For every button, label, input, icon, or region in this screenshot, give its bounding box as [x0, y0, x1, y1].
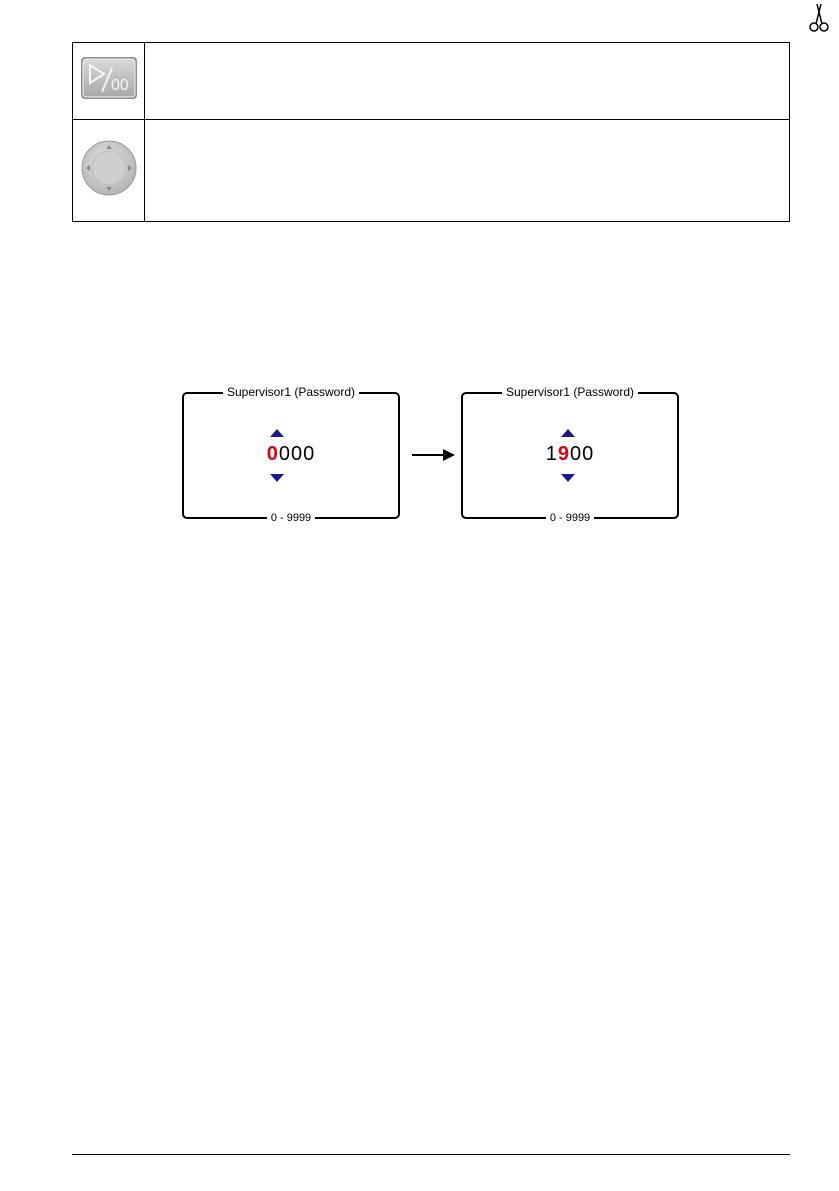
value-range: 0 - 9999 [267, 512, 315, 524]
decrement-arrow-icon [561, 474, 575, 482]
screen-title: Supervisor1 (Password) [502, 385, 638, 399]
password-digit: 0 [582, 443, 595, 465]
directional-pad-icon[interactable] [80, 139, 138, 202]
password-screen-after [461, 385, 679, 524]
key-description-table [72, 42, 790, 222]
key-row [73, 43, 790, 120]
key-description-cell [145, 43, 790, 120]
increment-arrow-icon [270, 429, 284, 437]
decrement-arrow-icon [270, 474, 284, 482]
right-arrow-icon [411, 449, 455, 461]
password-digit: 0 [266, 443, 279, 465]
increment-arrow-icon [561, 429, 575, 437]
key-row [73, 119, 790, 221]
password-digit: 0 [278, 443, 291, 465]
footer-rule [72, 1154, 790, 1155]
password-digit: 1 [545, 443, 558, 465]
key-description-cell [145, 119, 790, 221]
password-digit: 0 [303, 443, 316, 465]
svg-text:00: 00 [110, 77, 129, 95]
password-digit: 0 [291, 443, 304, 465]
password-digits [463, 442, 677, 466]
key-icon-cell [73, 119, 145, 221]
password-digits [184, 442, 398, 466]
password-screen-before [182, 385, 400, 524]
scissors-icon [808, 2, 830, 32]
password-digit: 0 [570, 443, 583, 465]
password-digit: 9 [557, 443, 570, 465]
key-icon-cell [73, 43, 145, 120]
screen-title: Supervisor1 (Password) [223, 385, 359, 399]
play-double-zero-key-icon[interactable] [80, 56, 138, 105]
value-range: 0 - 9999 [546, 512, 594, 524]
